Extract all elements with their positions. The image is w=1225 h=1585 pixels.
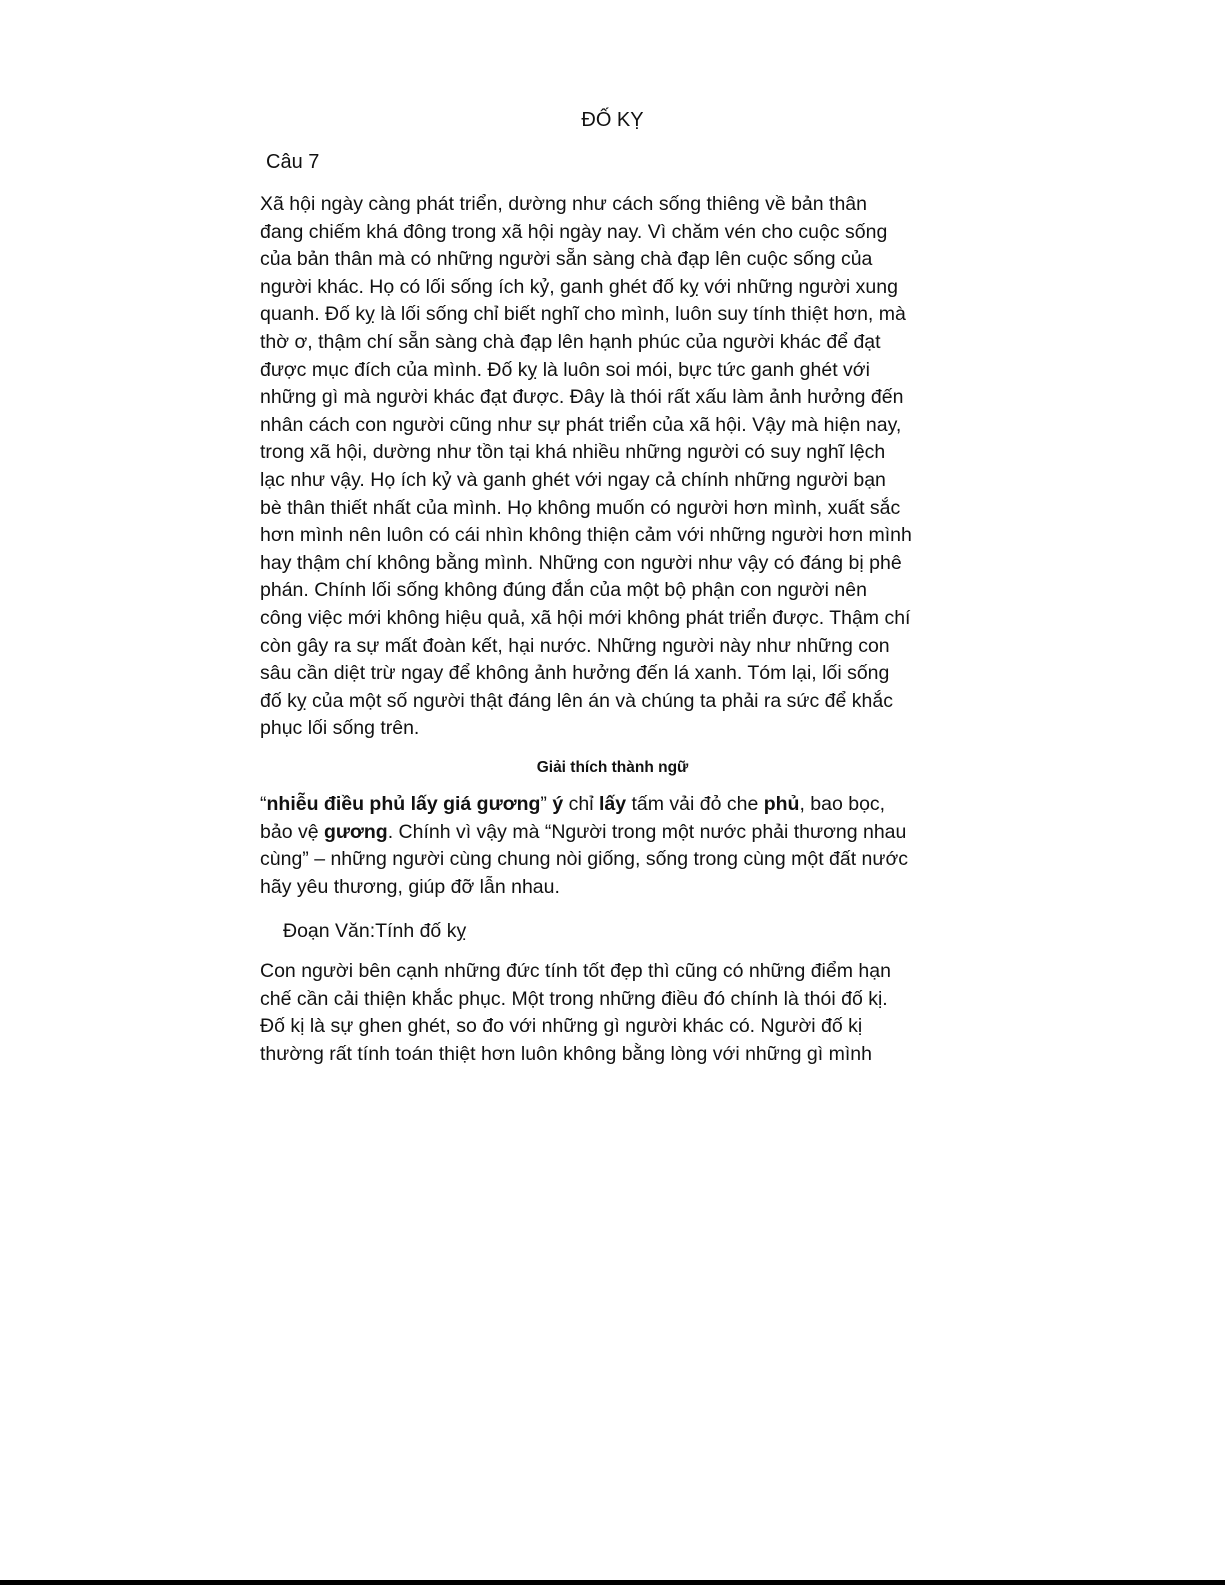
document-title: ĐỐ KỴ (581, 109, 644, 131)
text-line: phán. Chính lối sống không đúng đắn của một bộ phận con người nên (260, 579, 867, 602)
text-line: sâu cần diệt trừ ngay để không ảnh hưởng đến lá xanh. Tóm lại, lối sống (260, 662, 890, 685)
text-line: của bản thân mà có những người sẵn sàng chà đạp lên cuộc sống của (260, 248, 873, 271)
text-line: công việc mới không hiệu quả, xã hội mới không phát triển được. Thậm chí (260, 606, 911, 629)
text-line: Đố kị là sự ghen ghét, so đo với những gì người khác có. Người đố kị (260, 1015, 863, 1038)
essay-paragraph (260, 191, 960, 743)
text-line (260, 819, 960, 847)
text-run: chỉ (563, 793, 599, 815)
idiom-subheading: Giải thích thành ngữ (536, 759, 689, 776)
text-line: đang chiếm khá đông trong xã hội ngày nay. Vì chăm vén cho cuộc sống (260, 220, 888, 243)
text-line: lạc như vậy. Họ ích kỷ và ganh ghét với ngay cả chính những người bạn (260, 468, 886, 491)
text-line: bè thân thiết nhất của mình. Họ không muốn có người hơn mình, xuất sắc (260, 496, 901, 519)
text-run: bảo vệ (260, 820, 324, 843)
text-run: , bao bọc, (799, 793, 886, 815)
text-line: nhân cách con người cũng như sự phát triển của xã hội. Vậy mà hiện nay, (260, 413, 902, 436)
essay-paragraph-2 (260, 958, 960, 1068)
text-line: chế cần cải thiện khắc phục. Một trong những điều đó chính là thói đố kị. (260, 987, 888, 1010)
paragraph-heading: Đoạn Văn:Tính đố kỵ (283, 920, 467, 942)
text-line: hay thậm chí không bằng mình. Những con người như vậy có đáng bị phê (260, 551, 902, 574)
text-line: được mục đích của mình. Đố kỵ là luôn soi mói, bực tức ganh ghét với (260, 358, 870, 381)
open-quote: “ (260, 793, 267, 815)
text-run: tấm vải đỏ che (626, 793, 764, 815)
text-line: hơn mình nên luôn có cái nhìn không thiện cảm với những người hơn mình (260, 524, 912, 547)
text-line: quanh. Đố kỵ là lối sống chỉ biết nghĩ cho mình, luôn suy tính thiệt hơn, mà (260, 303, 906, 326)
question-heading: Câu 7 (266, 151, 320, 173)
bold-word: gương (323, 820, 388, 843)
idiom-explanation-paragraph (260, 791, 960, 901)
text-line: trong xã hội, dường như tồn tại khá nhiều những người có suy nghĩ lệch (260, 441, 886, 464)
close-quote: ” (540, 793, 553, 815)
bold-word: phủ (763, 793, 800, 815)
page-bottom-border (0, 1580, 1225, 1585)
text-run: . Chính vì vậy mà “Người trong một nước phải thương nhau (387, 820, 907, 843)
idiom-phrase: nhiễu điều phủ lấy giá gương (266, 793, 541, 815)
bold-word: lấy (598, 793, 627, 815)
text-line: Con người bên cạnh những đức tính tốt đẹp thì cũng có những điểm hạn (260, 960, 891, 982)
text-line: thường rất tính toán thiệt hơn luôn không bằng lòng với những gì mình (260, 1042, 872, 1065)
text-line: những gì mà người khác đạt được. Đây là thói rất xấu làm ảnh hưởng đến (260, 386, 904, 409)
text-line: thờ ơ, thậm chí sẵn sàng chà đạp lên hạnh phúc của người khác để đạt (260, 330, 881, 353)
text-line: cùng” – những người cùng chung nòi giống, sống trong cùng một đất nước (260, 848, 908, 871)
text-line (260, 791, 960, 819)
bold-word: ý (552, 793, 564, 815)
text-line: đố kỵ của một số người thật đáng lên án và chúng ta phải ra sức để khắc (260, 689, 893, 712)
text-line: còn gây ra sự mất đoàn kết, hại nước. Những người này như những con (260, 634, 890, 657)
text-line: phục lối sống trên. (260, 717, 420, 740)
text-line: người khác. Họ có lối sống ích kỷ, ganh ghét đố kỵ với những người xung (260, 275, 898, 298)
text-line: Xã hội ngày càng phát triển, dường như cách sống thiêng về bản thân (260, 193, 867, 215)
text-line: hãy yêu thương, giúp đỡ lẫn nhau. (260, 875, 560, 898)
